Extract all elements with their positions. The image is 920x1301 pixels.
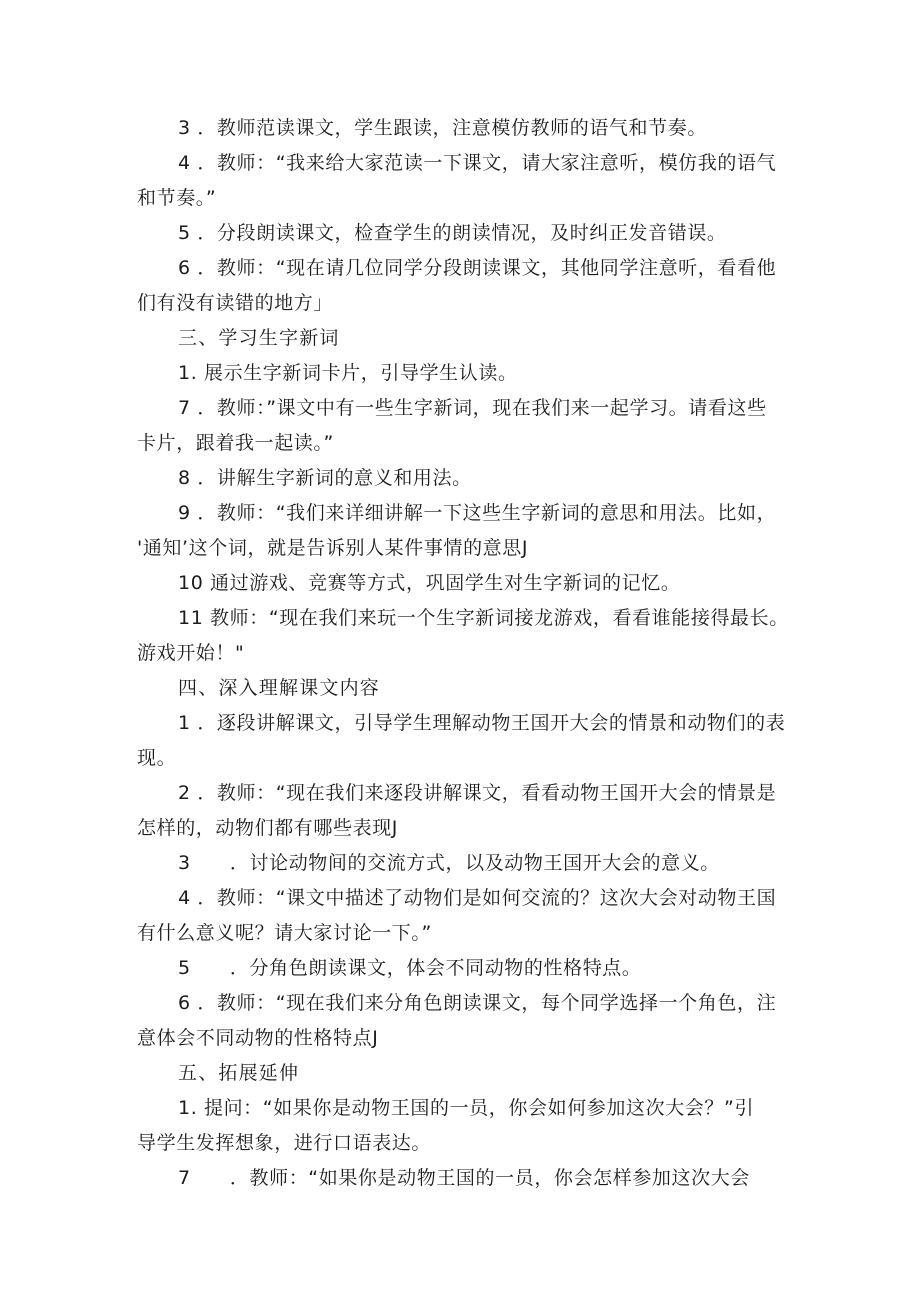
paragraph-line: 9 ．教师：“我们来详细讲解一下这些生字新词的意思和用法。比如，: [178, 502, 777, 524]
paragraph-line: 3 ．教师范读课文，学生跟读，注意模仿教师的语气和节奏。: [178, 117, 707, 139]
paragraph-line: 游戏开始！": [137, 642, 245, 664]
paragraph-line: 5 ．分段朗读课文，检查学生的朗读情况，及时纠正发音错误。: [178, 222, 727, 244]
paragraph-line: 有什么意义呢？请大家讨论一下。”: [137, 922, 432, 944]
paragraph-line: 4 ．教师：“我来给大家范读一下课文，请大家注意听，模仿我的语气: [178, 152, 777, 174]
paragraph-line: 6 ．教师：“现在我们来分角色朗读课文，每个同学选择一个角色，注: [178, 992, 777, 1014]
paragraph-line: 4 ．教师：“课文中描述了动物们是如何交流的？这次大会对动物王国: [178, 887, 777, 909]
paragraph-line: 5 ．分角色朗读课文，体会不同动物的性格特点。: [178, 957, 642, 979]
paragraph-line: 们有没有读错的地方」: [137, 292, 334, 314]
paragraph-line: 导学生发挥想象，进行口语表达。: [137, 1132, 432, 1154]
section-heading: 五、拓展延伸: [178, 1062, 300, 1084]
paragraph-line: 怎样的，动物们都有哪些表现J: [137, 817, 399, 839]
paragraph-line: 7 ．教师：“如果你是动物王国的一员，你会怎样参加这次大会: [178, 1167, 750, 1189]
paragraph-line: 7 ．教师：”课文中有一些生字新词，现在我们来一起学习。请看这些: [178, 397, 767, 419]
paragraph-line: 10 通过游戏、竞赛等方式，巩固学生对生字新词的记忆。: [178, 572, 681, 594]
paragraph-line: 1. 提问：“如果你是动物王国的一员，你会如何参加这次大会？”引: [178, 1097, 755, 1119]
paragraph-line: 8 ．讲解生字新词的意义和用法。: [178, 467, 472, 489]
paragraph-line: 3 ．讨论动物间的交流方式，以及动物王国开大会的意义。: [178, 852, 720, 874]
paragraph-line: 2 ．教师：“现在我们来逐段讲解课文，看看动物王国开大会的情景是: [178, 782, 777, 804]
paragraph-line: 现。: [137, 747, 177, 769]
paragraph-line: 卡片，跟着我一起读。”: [137, 432, 334, 454]
paragraph-line: 1 ．逐段讲解课文，引导学生理解动物王国开大会的情景和动物们的表: [178, 712, 786, 734]
paragraph-line: 意体会不同动物的性格特点J: [137, 1027, 379, 1049]
section-heading: 三、学习生字新词: [178, 327, 340, 349]
paragraph-line: 11 教师：“现在我们来玩一个生字新词接龙游戏，看看谁能接得最长。: [178, 607, 789, 629]
paragraph-line: 1. 展示生字新词卡片，引导学生认读。: [178, 362, 518, 384]
paragraph-line: 和节奏。”: [137, 187, 217, 209]
section-heading: 四、深入理解课文内容: [178, 677, 381, 699]
paragraph-line: 6 ．教师：“现在请几位同学分段朗读课文，其他同学注意听，看看他: [178, 257, 777, 279]
paragraph-line: '通知’这个词，就是告诉别人某件事情的意思J: [137, 537, 529, 559]
